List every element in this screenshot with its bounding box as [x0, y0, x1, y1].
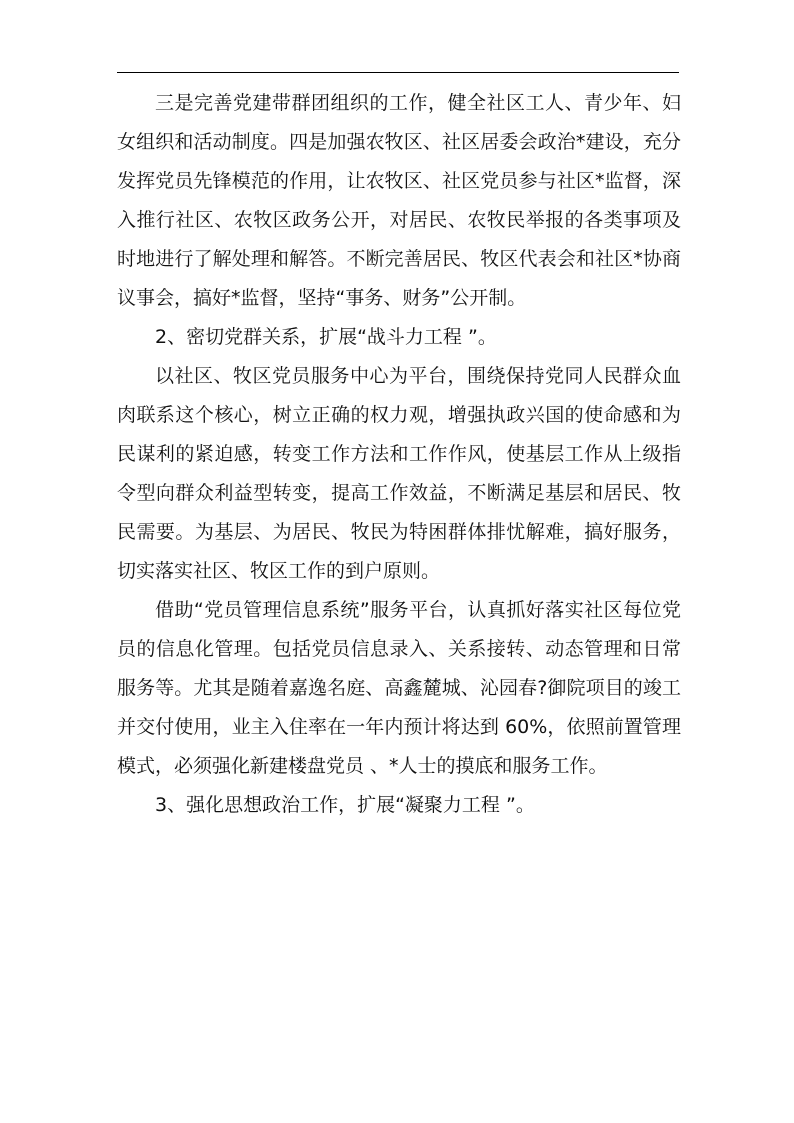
heading-fighting-capacity: 2、密切党群关系，扩展“战斗力工程 ”。 [155, 326, 497, 348]
heading-cohesion: 3、强化思想政治工作，扩展“凝聚力工程 ”。 [155, 794, 535, 816]
paragraph-party-building: 三是完善党建带群团组织的工作，健全社区工人、青少年、妇女组织和活动制度。四是加强农牧区、社区居委会政治*建设，充分发挥党员先锋模范的作用，让农牧区、社区党员参与社区*监督，深入推行社区、农牧区政务公开，对居民、农牧民举报的各类事项及时地进行了解处理和解答。不断完善居民、牧区代表会和社区*协商议事会，搞好*监督，坚持“事务、财务”公开制。 [117, 92, 681, 309]
header-rule [117, 72, 679, 73]
paragraph-service-center: 以社区、牧区党员服务中心为平台，围绕保持党同人民群众血肉联系这个核心，树立正确的权力观，增强执政兴国的使命感和为民谋利的紧迫感，转变工作方法和工作作风，使基层工作从上级指令型向群众利益型转变，提高工作效益，不断满足基层和居民、牧民需要。为基层、为居民、牧民为特困群体排忧解难，搞好服务，切实落实社区、牧区工作的到户原则。 [117, 365, 681, 582]
document-body [117, 84, 681, 825]
paragraph-info-system: 借助“党员管理信息系统”服务平台，认真抓好落实社区每位党员的信息化管理。包括党员信息录入、关系接转、动态管理和日常服务等。尤其是随着嘉逸名庭、高鑫麓城、沁园春?御院项目的竣工并交付使用，业主入住率在一年内预计将达到 60%，依照前置管理模式，必须强化新建楼盘党员 、*人士的摸底和服务工作。 [117, 599, 681, 777]
